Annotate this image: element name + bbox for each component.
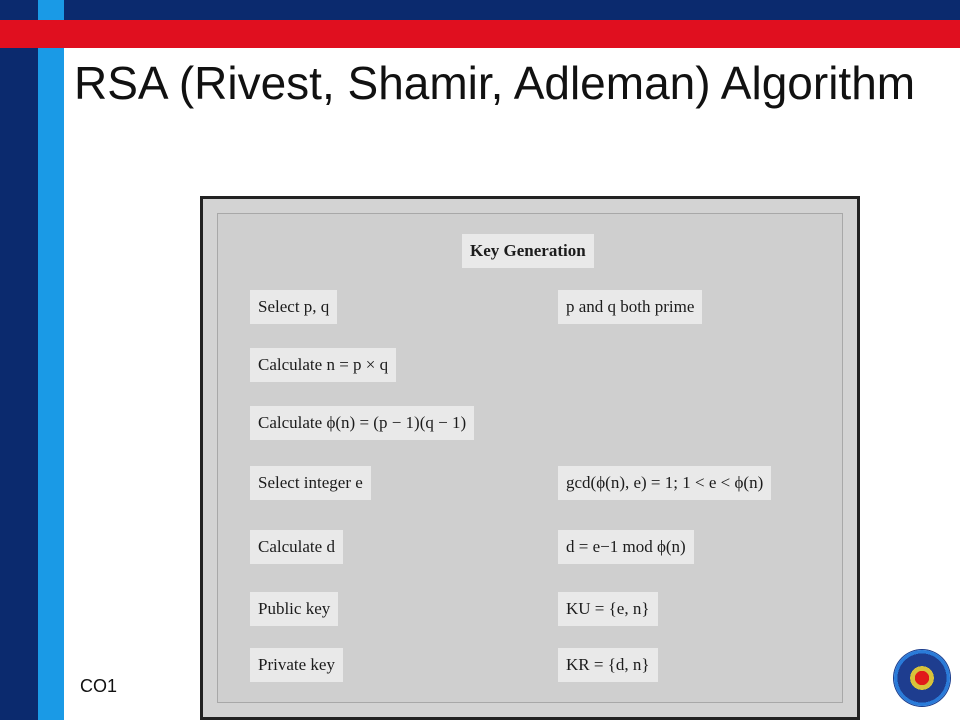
row-left-select-e: Select integer e: [250, 466, 371, 500]
rsa-key-generation-figure: [200, 196, 860, 720]
figure-inner-panel: [217, 213, 843, 703]
figure-header: Key Generation: [462, 234, 594, 268]
slide-title: RSA (Rivest, Shamir, Adleman) Algorithm: [74, 57, 916, 109]
row-left-calc-d: Calculate d: [250, 530, 343, 564]
row-right-calc-d: d = e−1 mod ϕ(n): [558, 530, 694, 564]
row-left-public-key: Public key: [250, 592, 338, 626]
row-right-select-e: gcd(ϕ(n), e) = 1; 1 < e < ϕ(n): [558, 466, 771, 500]
left-cyan-stripe: [38, 0, 64, 720]
row-left-calc-phi: Calculate ϕ(n) = (p − 1)(q − 1): [250, 406, 474, 440]
left-navy-stripe: [0, 0, 38, 720]
university-seal-icon: [894, 650, 950, 706]
row-right-select-pq: p and q both prime: [558, 290, 702, 324]
row-right-public-key: KU = {e, n}: [558, 592, 658, 626]
row-left-private-key: Private key: [250, 648, 343, 682]
row-left-select-pq: Select p, q: [250, 290, 337, 324]
top-navy-stripe: [64, 0, 960, 20]
footer-co-label: CO1: [80, 676, 118, 696]
top-red-stripe: [0, 20, 960, 48]
row-right-private-key: KR = {d, n}: [558, 648, 658, 682]
row-left-calc-n: Calculate n = p × q: [250, 348, 396, 382]
